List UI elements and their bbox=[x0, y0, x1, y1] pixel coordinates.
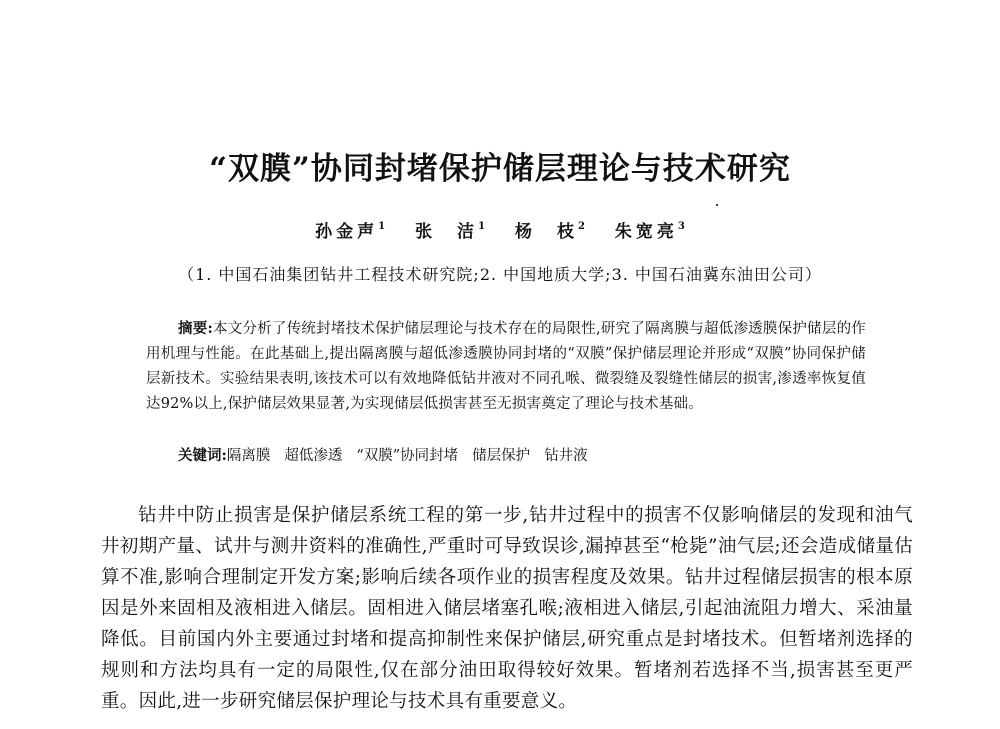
author-name: 朱宽亮 bbox=[614, 222, 678, 242]
scan-speck bbox=[716, 204, 718, 206]
keyword: 隔离膜 bbox=[226, 448, 271, 464]
author-name: 杨 枝 bbox=[514, 222, 578, 242]
author bbox=[315, 217, 385, 242]
abstract bbox=[146, 316, 866, 417]
body-paragraph: 钻井中防止损害是保护储层系统工程的第一步,钻井过程中的损害不仅影响储层的发现和油气井初期产量、试井与测井资料的准确性,严重时可导致误诊,漏掉甚至“枪毙”油气层;还会造成储量估算不准,影响合理制定开发方案;影响后续各项作业的损害程度及效果。钻井过程储层损害的根本原因是外来固相及液相进入储层。固相进入储层堵塞孔喉;液相进入储层,引起油流阻力增大、采油量降低。目前国内外主要通过封堵和提高抑制性来保护储层,研究重点是封堵技术。但暂堵剂选择的规则和方法均具有一定的局限性,仅在部分油田取得较好效果。暂堵剂若选择不当,损害甚至更严重。因此,进一步研究储层保护理论与技术具有重要意义。 bbox=[101, 505, 913, 712]
keyword: 超低渗透 bbox=[284, 448, 343, 464]
keyword: 钻井液 bbox=[544, 448, 588, 464]
author bbox=[415, 217, 485, 242]
author bbox=[615, 217, 685, 242]
keyword: “双膜”协同封堵 bbox=[356, 448, 459, 464]
author-name: 孙金声 bbox=[315, 222, 379, 242]
keywords-label: 关键词: bbox=[178, 447, 227, 464]
author-affiliation-mark: 3 bbox=[677, 221, 685, 232]
affiliations: （1. 中国石油集团钻井工程技术研究院;2. 中国地质大学;3. 中国石油冀东油田公司） bbox=[178, 265, 822, 284]
paper-title: “双膜”协同封堵保护储层理论与技术研究 bbox=[209, 151, 791, 187]
keywords bbox=[178, 444, 878, 465]
keyword: 储层保护 bbox=[472, 448, 531, 464]
author bbox=[515, 217, 585, 242]
abstract-label: 摘要: bbox=[178, 320, 214, 337]
author-affiliation-mark: 1 bbox=[478, 221, 486, 232]
author-affiliation-mark: 1 bbox=[378, 221, 386, 232]
author-affiliation-mark: 2 bbox=[577, 221, 585, 232]
abstract-text: 本文分析了传统封堵技术保护储层理论与技术存在的局限性,研究了隔离膜与超低渗透膜保护储层的作用机理与性能。在此基础上,提出隔离膜与超低渗透膜协同封堵的“双膜”保护储层理论并形成“双膜”协同保护储层新技术。实验结果表明,该技术可以有效地降低钻井液对不同孔喉、微裂缝及裂缝性储层的损害,渗透率恢复值达92%以上,保护储层效果显著,为实现储层低损害甚至无损害奠定了理论与技术基础。 bbox=[146, 321, 866, 412]
author-name: 张 洁 bbox=[415, 222, 479, 242]
author-list bbox=[0, 217, 1000, 242]
